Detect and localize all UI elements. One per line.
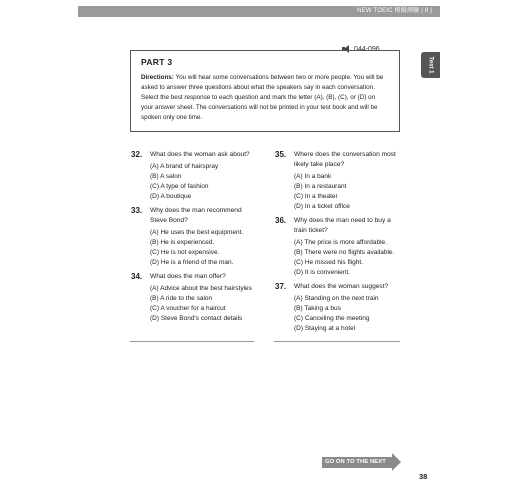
answer-option: (B) A salon: [150, 173, 182, 180]
answer-option: (D) Steve Bond's contact details: [150, 315, 243, 322]
question-36: [275, 216, 397, 278]
answer-option: (D) A boutique: [150, 193, 192, 200]
directions-paragraph: [141, 73, 389, 123]
answer-option: (A) He uses the best equipment.: [150, 229, 244, 236]
question-number: 36.: [275, 216, 287, 225]
question-number: 32.: [131, 150, 143, 159]
question-text: Where does the conversation most likely take place?: [294, 151, 396, 168]
question-34: [131, 272, 253, 324]
answer-option: (C) Canceling the meeting: [294, 315, 370, 322]
audio-track-label: 044-096: [354, 45, 380, 53]
answer-option: (A) Standing on the next train: [294, 295, 379, 302]
answer-option: (A) The price is more affordable.: [294, 239, 387, 246]
answer-option: (C) A voucher for a haircut: [150, 305, 226, 312]
answer-option: (C) He is not expensive.: [150, 249, 220, 256]
questions-right-column: [275, 150, 397, 338]
answer-option: (D) Staying at a hotel: [294, 325, 356, 332]
question-37: [275, 282, 397, 334]
next-page-banner: GO ON TO THE NEXT PAGE: [322, 457, 392, 468]
answer-options: [294, 238, 397, 278]
question-number: 34.: [131, 272, 143, 281]
question-number: 35.: [275, 150, 287, 159]
answer-option: (A) Advice about the best hairstyles: [150, 285, 252, 292]
arrow-right-icon: [392, 453, 401, 471]
answer-options: [150, 228, 253, 268]
column-divider-left: [130, 341, 254, 342]
answer-option: (C) A type of fashion: [150, 183, 209, 190]
directions-text: You will hear some conversations between two or more people. You will be asked to answer three questions about what the speakers say in each conversation. Select the best response to each question and mark the letter (A), (B), (C), or (D) on your answer sheet. The conversations will not be printed in your test book and will be spoken only one time.: [141, 74, 384, 121]
question-32: [131, 150, 253, 202]
page-number: 38: [419, 472, 428, 481]
answer-option: (B) There were no flights available.: [294, 249, 395, 256]
question-number: 37.: [275, 282, 287, 291]
answer-option: (B) A ride to the salon: [150, 295, 213, 302]
question-text: Why does the man recommend Steve Bond?: [150, 207, 242, 224]
answer-option: (B) Taking a bus: [294, 305, 341, 312]
answer-option: (D) He is a friend of the man.: [150, 259, 234, 266]
answer-option: (B) He is experienced.: [150, 239, 215, 246]
question-text: What does the man offer?: [150, 273, 226, 280]
answer-option: (C) In a theater: [294, 193, 338, 200]
answer-option: (A) In a bank: [294, 173, 332, 180]
question-35: [275, 150, 397, 212]
test-section-label: Test 1: [427, 56, 434, 74]
answer-option: (C) He missed his flight.: [294, 259, 363, 266]
question-text: Why does the man need to buy a train ticket?: [294, 217, 391, 234]
test-section-tab: [421, 52, 440, 78]
answer-options: [294, 172, 397, 212]
part-title: PART 3: [141, 57, 173, 67]
answer-options: [294, 294, 397, 334]
answer-options: [150, 284, 253, 324]
question-33: [131, 206, 253, 268]
part-directions-box: [130, 50, 400, 132]
answer-options: [150, 162, 253, 202]
question-number: 33.: [131, 206, 143, 215]
directions-label: Directions:: [141, 74, 174, 81]
question-text: What does the woman suggest?: [294, 283, 389, 290]
answer-option: (B) In a restaurant: [294, 183, 347, 190]
answer-option: (A) A brand of hairspray: [150, 163, 219, 170]
questions-left-column: [131, 150, 253, 328]
question-text: What does the woman ask about?: [150, 151, 250, 158]
running-header: NEW TOEIC 模擬測驗 | 8 |: [78, 6, 440, 17]
column-divider-right: [274, 341, 400, 342]
answer-option: (D) In a ticket office: [294, 203, 350, 210]
answer-option: (D) It is convenient.: [294, 269, 350, 276]
